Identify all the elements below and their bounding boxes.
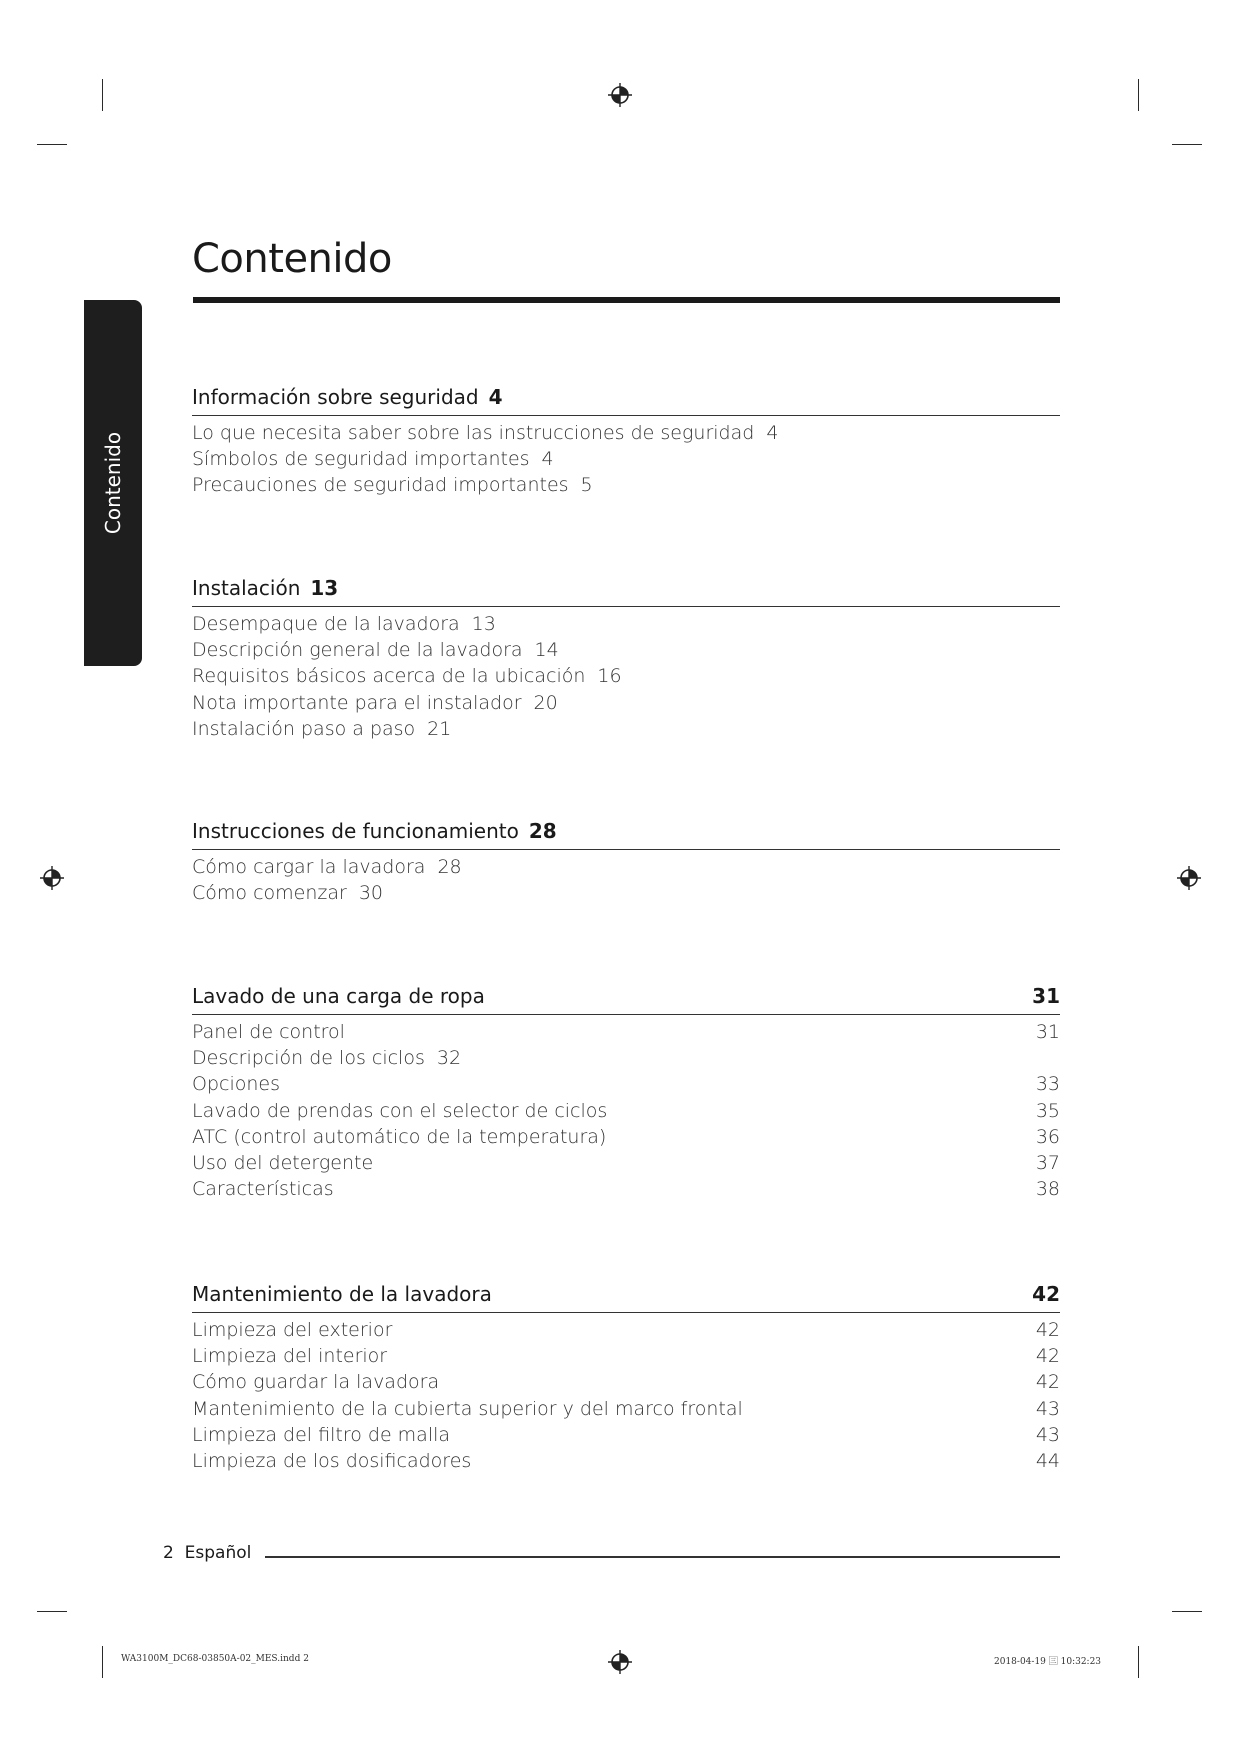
entry-label: Limpieza del exterior — [192, 1319, 393, 1341]
section-title: Instalación — [192, 576, 301, 600]
toc-entry[interactable] — [192, 420, 1060, 446]
page-title: Contenido — [192, 236, 392, 282]
entry-page-number: 14 — [534, 639, 559, 662]
registration-mark-icon — [1177, 866, 1201, 890]
toc-entry[interactable] — [192, 1045, 1060, 1071]
toc-entry[interactable] — [192, 880, 1060, 906]
entry-page-number: 4 — [541, 448, 554, 471]
title-rule — [193, 297, 1060, 303]
print-slug-right: 2018-04-19 🈪 10:32:23 — [994, 1657, 1102, 1667]
section-title: Instrucciones de funcionamiento — [192, 819, 519, 843]
entry-page-number: 32 — [436, 1047, 462, 1070]
side-tab-label: Contenido — [101, 431, 125, 535]
toc-entry[interactable] — [192, 1176, 1060, 1202]
entry-page-number: 35 — [1035, 1099, 1060, 1122]
entry-label: Cómo guardar la lavadora — [192, 1371, 440, 1394]
toc-entry[interactable] — [192, 446, 1060, 472]
entry-label: Mantenimiento de la cubierta superior y del marco frontal — [192, 1397, 743, 1420]
entry-page-number: 38 — [1035, 1178, 1060, 1201]
entry-page-number: 4 — [766, 422, 779, 444]
entry-page-number: 33 — [1035, 1073, 1060, 1096]
footer-rule — [265, 1556, 1060, 1558]
toc-entry[interactable] — [192, 1396, 1060, 1422]
crop-mark — [1172, 1611, 1202, 1612]
entry-label: Instalación paso a paso — [192, 717, 416, 740]
entry-page-number: 31 — [1035, 1021, 1060, 1043]
toc-section-heading[interactable] — [192, 384, 1060, 416]
section-title: Lavado de una carga de ropa — [192, 984, 485, 1008]
toc-entry[interactable] — [192, 1124, 1060, 1150]
side-tab — [84, 300, 142, 666]
section-page-number: 42 — [1032, 1282, 1060, 1306]
entry-page-number: 42 — [1035, 1371, 1060, 1394]
toc-entry[interactable] — [192, 663, 1060, 689]
entry-page-number: 16 — [597, 665, 622, 688]
entry-page-number: 44 — [1035, 1450, 1060, 1473]
toc-section-heading[interactable] — [192, 983, 1060, 1015]
toc-entry[interactable] — [192, 1019, 1060, 1045]
entry-label: Precauciones de seguridad importantes — [192, 474, 569, 497]
footer-page-number: 2 — [163, 1543, 174, 1563]
entry-label: Características — [192, 1178, 334, 1201]
crop-mark — [1172, 144, 1202, 145]
entry-label: Lo que necesita saber sobre las instrucciones de seguridad — [192, 422, 755, 444]
toc-entry[interactable] — [192, 637, 1060, 663]
toc-entry[interactable] — [192, 472, 1060, 498]
entry-label: Descripción de los ciclos — [192, 1047, 425, 1070]
section-page-number: 13 — [310, 576, 339, 600]
entry-label: Desempaque de la lavadora — [192, 613, 460, 635]
toc-section — [192, 1281, 1060, 1474]
toc-section — [192, 575, 1060, 742]
toc-entry[interactable] — [192, 1448, 1060, 1474]
toc-entry[interactable] — [192, 716, 1060, 742]
section-page-number: 4 — [488, 385, 503, 409]
entry-label: Uso del detergente — [192, 1152, 374, 1175]
entry-label: Limpieza del filtro de malla — [192, 1423, 451, 1446]
toc-entry[interactable] — [192, 1071, 1060, 1097]
entry-label: Limpieza del interior — [192, 1345, 388, 1368]
page-footer — [163, 1543, 251, 1563]
entry-label: Opciones — [192, 1073, 280, 1096]
entry-label: Cómo cargar la lavadora — [192, 856, 426, 878]
toc-entry[interactable] — [192, 1317, 1060, 1343]
entry-page-number: 42 — [1035, 1345, 1060, 1368]
section-page-number: 31 — [1032, 984, 1060, 1008]
entry-label: Nota importante para el instalador — [192, 691, 522, 714]
toc-entry[interactable] — [192, 690, 1060, 716]
registration-mark-icon — [608, 83, 632, 107]
section-page-number: 28 — [528, 819, 557, 843]
section-title: Mantenimiento de la lavadora — [192, 1282, 492, 1306]
toc-entry[interactable] — [192, 611, 1060, 637]
entry-page-number: 43 — [1035, 1397, 1060, 1420]
entry-page-number: 20 — [533, 691, 558, 714]
toc-section — [192, 384, 1060, 499]
toc-section-heading[interactable] — [192, 1281, 1060, 1313]
entry-label: Símbolos de seguridad importantes — [192, 448, 530, 471]
crop-mark — [1138, 1646, 1139, 1678]
toc-entry[interactable] — [192, 1422, 1060, 1448]
toc-entry[interactable] — [192, 1098, 1060, 1124]
entry-label: Cómo comenzar — [192, 882, 347, 905]
entry-label: ATC (control automático de la temperatura) — [192, 1125, 607, 1148]
entry-page-number: 21 — [427, 717, 452, 740]
entry-label: Limpieza de los dosificadores — [192, 1450, 472, 1473]
entry-page-number: 13 — [471, 613, 496, 635]
toc-entry[interactable] — [192, 854, 1060, 880]
crop-mark — [37, 1611, 67, 1612]
print-slug-left: WA3100M_DC68-03850A-02_MES.indd 2 — [121, 1654, 309, 1664]
section-title: Información sobre seguridad — [192, 385, 479, 409]
toc-section-heading[interactable] — [192, 818, 1060, 850]
entry-page-number: 43 — [1035, 1423, 1060, 1446]
crop-mark — [1138, 79, 1139, 111]
entry-page-number: 30 — [358, 882, 383, 905]
toc-entry[interactable] — [192, 1150, 1060, 1176]
footer-language: Español — [184, 1543, 252, 1563]
crop-mark — [37, 144, 67, 145]
entry-page-number: 36 — [1035, 1125, 1060, 1148]
entry-page-number: 5 — [580, 474, 593, 497]
registration-mark-icon — [40, 866, 64, 890]
entry-page-number: 42 — [1035, 1319, 1060, 1341]
entry-label: Lavado de prendas con el selector de ciclos — [192, 1099, 608, 1122]
entry-page-number: 28 — [437, 856, 462, 878]
entry-label: Descripción general de la lavadora — [192, 639, 523, 662]
entry-page-number: 37 — [1035, 1152, 1060, 1175]
toc-section — [192, 818, 1060, 906]
crop-mark — [102, 79, 103, 111]
entry-label: Requisitos básicos acerca de la ubicación — [192, 665, 586, 688]
toc-entry[interactable] — [192, 1343, 1060, 1369]
crop-mark — [102, 1646, 103, 1678]
toc-entry[interactable] — [192, 1369, 1060, 1395]
toc-section — [192, 983, 1060, 1202]
entry-label: Panel de control — [192, 1021, 345, 1043]
registration-mark-icon — [608, 1650, 632, 1674]
toc-section-heading[interactable] — [192, 575, 1060, 607]
